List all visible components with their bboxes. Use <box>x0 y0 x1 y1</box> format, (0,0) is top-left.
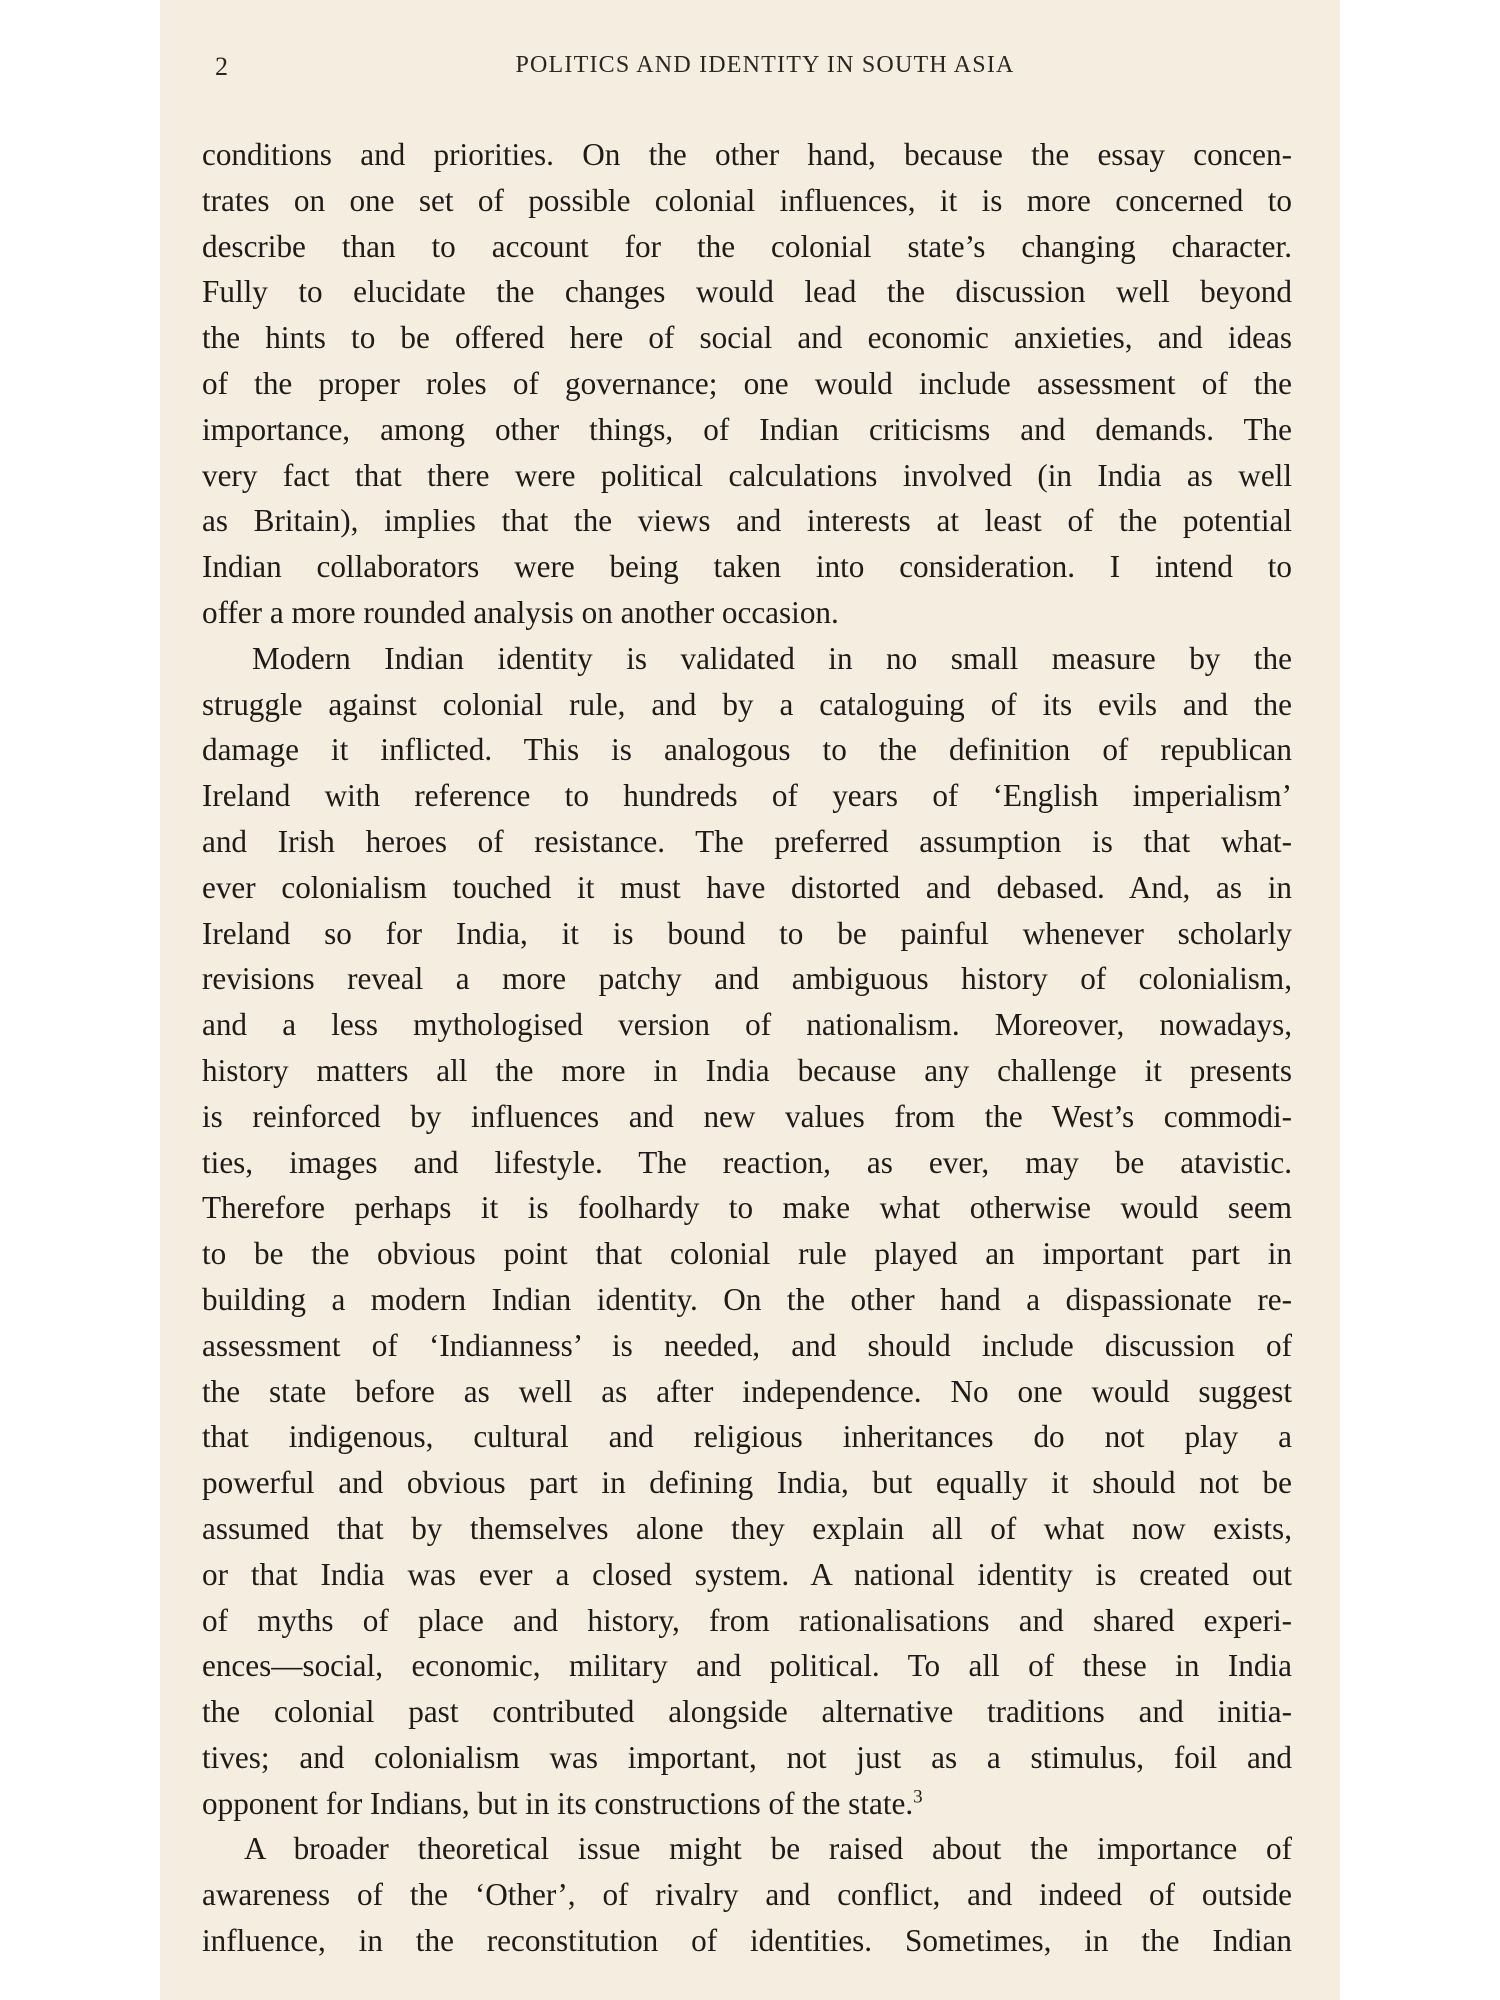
text-line-with-footnote <box>202 1781 1292 1827</box>
text-line: damage it inflicted. This is analogous to the definition of republican <box>202 732 1292 768</box>
text-line: influence, in the reconstitution of identities. Sometimes, in the Indian <box>202 1923 1292 1959</box>
text-line-content: opponent for Indians, but in its constructions of the state. <box>202 1785 914 1821</box>
text-line: to be the obvious point that colonial rule played an important part in <box>202 1236 1292 1272</box>
text-line: history matters all the more in India because any challenge it presents <box>202 1052 1292 1088</box>
text-line: and a less mythologised version of nationalism. Moreover, nowadays, <box>202 1007 1292 1043</box>
paragraph-1 <box>202 132 1292 636</box>
text-line: revisions reveal a more patchy and ambiguous history of colonialism, <box>202 961 1292 997</box>
paragraph-3 <box>202 1826 1292 1963</box>
page-number: 2 <box>215 52 228 81</box>
running-head <box>215 52 1285 92</box>
text-line: the state before as well as after independence. No one would suggest <box>202 1373 1292 1409</box>
text-line: offer a more rounded analysis on another occasion. <box>202 594 839 630</box>
text-line: or that India was ever a closed system. A national identity is created out <box>202 1556 1292 1592</box>
text-line: as Britain), implies that the views and interests at least of the potential <box>202 503 1292 539</box>
text-line: trates on one set of possible colonial influences, it is more concerned to <box>202 182 1292 218</box>
text-line: the colonial past contributed alongside alternative traditions and initia- <box>202 1694 1292 1730</box>
text-line: of the proper roles of governance; one would include assessment of the <box>202 365 1292 401</box>
text-line: Modern Indian identity is validated in no small measure by the <box>252 640 1292 676</box>
text-line: importance, among other things, of Indian criticisms and demands. The <box>202 411 1292 447</box>
text-line: ever colonialism touched it must have distorted and debased. And, as in <box>202 869 1292 905</box>
text-line: ties, images and lifestyle. The reaction, as ever, may be atavistic. <box>202 1144 1292 1180</box>
text-line: awareness of the ‘Other’, of rivalry and conflict, and indeed of outside <box>202 1877 1292 1913</box>
text-line: ences—social, economic, military and political. To all of these in India <box>202 1648 1292 1684</box>
text-line: A broader theoretical issue might be raised about the importance of <box>244 1831 1292 1867</box>
text-line: very fact that there were political calculations involved (in India as well <box>202 457 1292 493</box>
book-page <box>160 0 1340 2000</box>
paragraph-2 <box>202 636 1292 1827</box>
text-line: Fully to elucidate the changes would lead the discussion well beyond <box>202 274 1292 310</box>
text-line: is reinforced by influences and new values from the West’s commodi- <box>202 1098 1292 1134</box>
text-line: of myths of place and history, from rationalisations and shared experi- <box>202 1602 1292 1638</box>
running-title: POLITICS AND IDENTITY IN SOUTH ASIA <box>515 52 1015 78</box>
text-line: tives; and colonialism was important, not just as a stimulus, foil and <box>202 1739 1292 1775</box>
text-line: describe than to account for the colonial state’s changing character. <box>202 228 1292 264</box>
text-line: conditions and priorities. On the other hand, because the essay concen- <box>202 137 1292 172</box>
text-line: building a modern Indian identity. On the other hand a dispassionate re- <box>202 1281 1292 1317</box>
text-line: struggle against colonial rule, and by a cataloguing of its evils and the <box>202 686 1292 722</box>
text-line: Ireland so for India, it is bound to be painful whenever scholarly <box>202 915 1292 951</box>
text-line: Ireland with reference to hundreds of years of ‘English imperialism’ <box>202 778 1292 814</box>
text-line: Indian collaborators were being taken into consideration. I intend to <box>202 549 1292 585</box>
text-line: the hints to be offered here of social and economic anxieties, and ideas <box>202 320 1292 356</box>
text-line: that indigenous, cultural and religious inheritances do not play a <box>202 1419 1292 1455</box>
text-line: assumed that by themselves alone they explain all of what now exists, <box>202 1510 1292 1546</box>
text-line: and Irish heroes of resistance. The preferred assumption is that what- <box>202 823 1292 859</box>
text-line: Therefore perhaps it is foolhardy to make what otherwise would seem <box>202 1190 1292 1226</box>
body-text <box>202 132 1292 1964</box>
text-line: powerful and obvious part in defining India, but equally it should not be <box>202 1465 1292 1501</box>
footnote-reference[interactable]: 3 <box>913 1786 923 1808</box>
text-line: assessment of ‘Indianness’ is needed, and should include discussion of <box>202 1327 1292 1363</box>
